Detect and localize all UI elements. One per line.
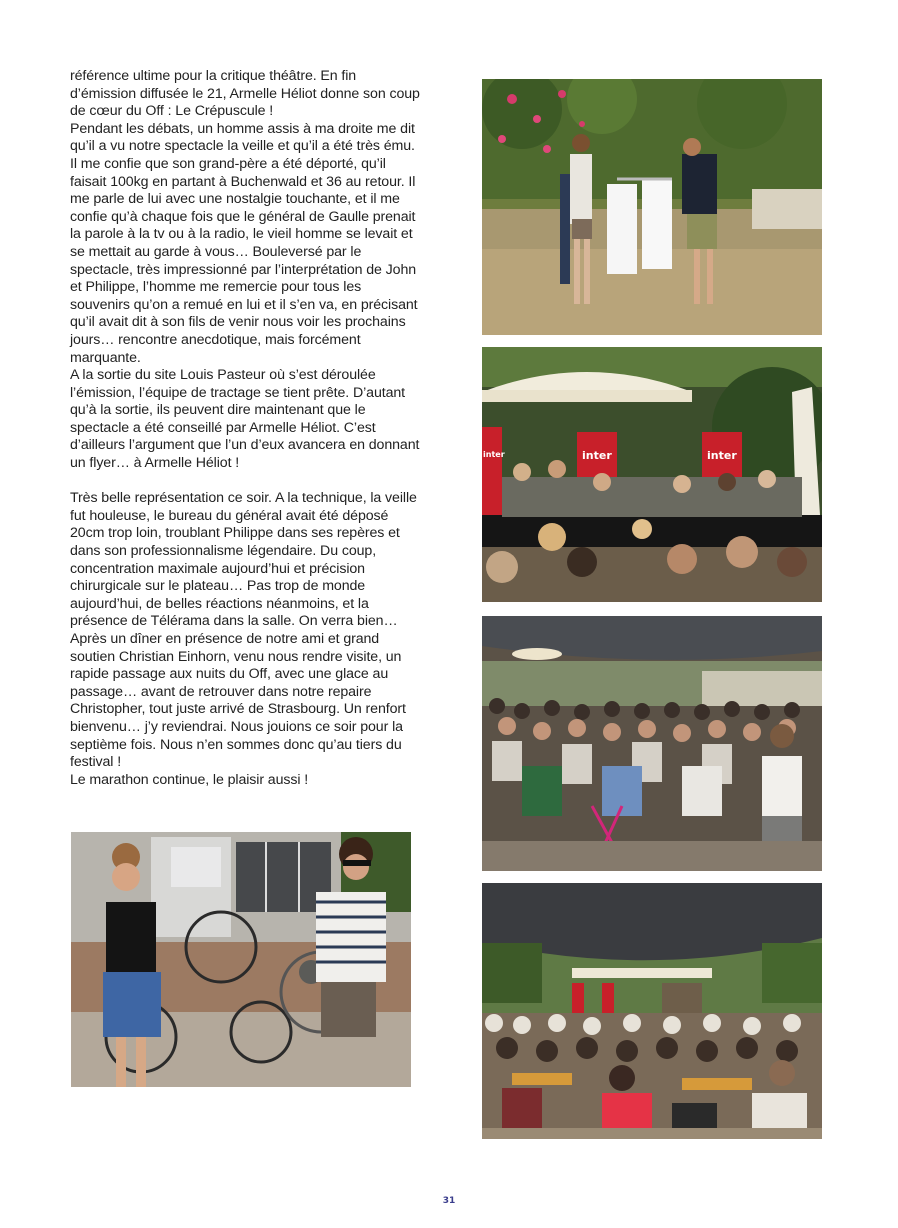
paragraph-4: Très belle représentation ce soir. A la technique, la veille fut houleuse, le bureau du général avait été déposé 20cm trop loin, troublant Philippe dans ses repères et dans son professionnalisme légendaire. Du coup, concentration maximale aujourd’hui et précision chirurgicale sur le plateau… Pas trop de monde aujourd’hui, de belles réactions néanmoins, et la présence de Télérama dans la salle. On verra bien…: [70, 490, 417, 630]
article-text: [70, 68, 420, 789]
radio-sign-text-left: inter: [483, 450, 505, 459]
photo-radio-debate: [482, 347, 822, 602]
paragraph-6: Le marathon continue, le plaisir aussi !: [70, 771, 309, 788]
photo-audience-stage: [482, 883, 822, 1139]
paragraph-2: Pendant les débats, un homme assis à ma droite me dit qu’il a vu notre spectacle la veille et qu’il a été très ému. Il me confie que son grand-père a été déporté, qu’il faisait 100kg en partant à Buchenwald et 36 au retour. Il me parle de lui avec une nostalgie touchante, et il me confie qu’à chaque fois que le général de Gaulle prenait la parole à la tv ou à la radio, le vieil homme se levait et se mettait au garde à vous… Bouleversé par le spectacle, très impressionné par l’interprétation de John et Philippe, l’homme me remercie pour tous les souvenirs qu’on a remué en lui et il s’en va, en précisant qu’il avait dit à son fils de venir nous voir les prochains jours… rencontre anecdotique, mais forcément marquante.: [70, 120, 418, 366]
photo-bicycle-wheels: [71, 832, 411, 1087]
radio-sign-text-2: inter: [707, 449, 737, 462]
photo-garden-costumes: [482, 79, 822, 335]
page-number: 31: [442, 1196, 456, 1206]
radio-sign-text-1: inter: [582, 449, 612, 462]
photo-audience-crowd: [482, 616, 822, 871]
paragraph-1: référence ultime pour la critique théâtre. En fin d’émission diffusée le 21, Armelle Héliot donne son coup de cœur du Off : Le Crépuscule !: [70, 68, 420, 120]
paragraph-5: Après un dîner en présence de notre ami et grand soutien Christian Einhorn, venu nous rendre visite, un rapide passage aux nuits du Off, avec une glace au passage… avant de retrouver dans notre repaire Christopher, tout juste arrivé de Strasbourg. Un renfort bienvenu… j’y reviendrai. Nous jouions ce soir pour la septième fois. Nous n’en sommes donc qu’au tiers du festival !: [70, 631, 406, 771]
paragraph-3: A la sortie du site Louis Pasteur où s’est déroulée l’émission, l’équipe de tractage se tient prête. D’autant qu’à la sortie, ils peuvent dire maintenant que le spectacle a été conseillé par Armelle Héliot. C’est d’ailleurs l’argument que l’un d’eux avancera en donnant un flyer… à Armelle Héliot !: [70, 367, 420, 472]
paragraph-spacer: [70, 473, 420, 491]
